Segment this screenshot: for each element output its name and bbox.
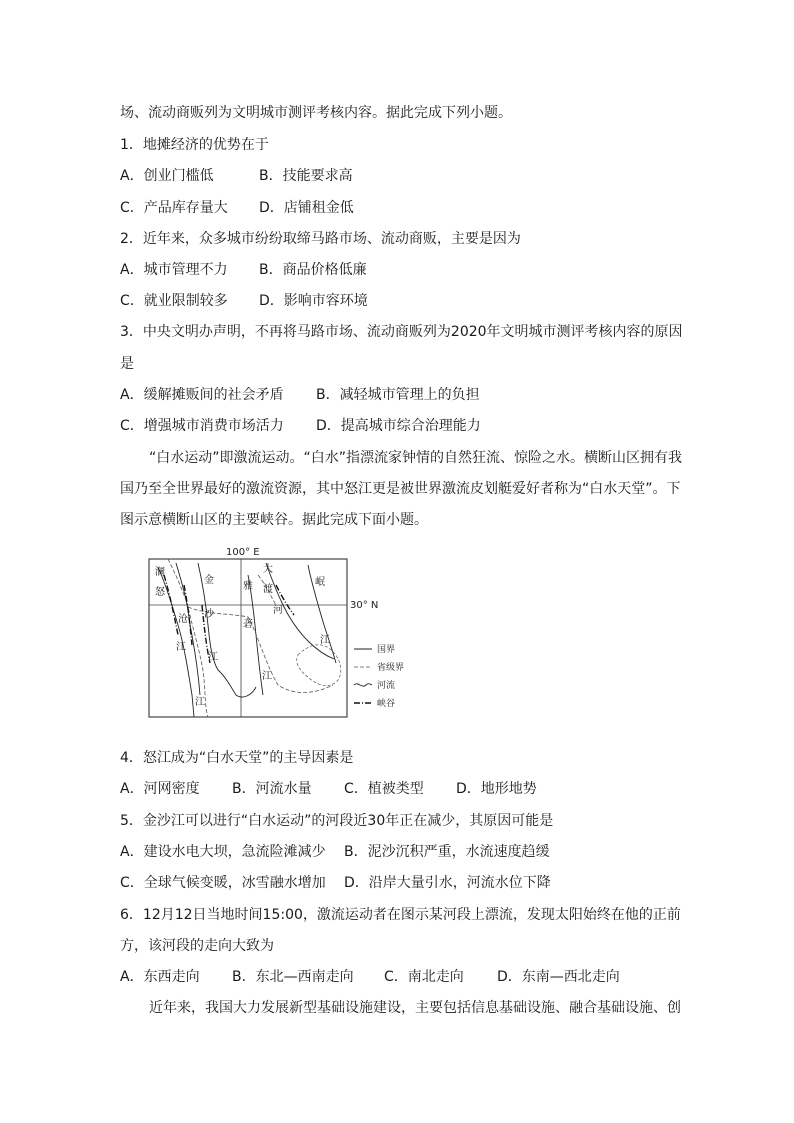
legend-gorge-label: 峡谷 bbox=[377, 699, 396, 709]
q2-option-c: C．就业限制较多 bbox=[120, 293, 228, 309]
label-jiang-nu: 江 bbox=[195, 697, 205, 708]
q2-option-d: D．影响市容环境 bbox=[259, 293, 368, 309]
label-cang: 沧 bbox=[178, 614, 188, 625]
intro-text: 场、流动商贩列为文明城市测评考核内容。据此完成下列小题。 bbox=[120, 105, 512, 121]
question-3-stem: 3．中央文明办声明，不再将马路市场、流动商贩列为2020年文明城市测评考核内容的原因 bbox=[120, 324, 683, 340]
q4-option-a: A．河网密度 bbox=[120, 781, 200, 797]
label-jiang-yalong: 江 bbox=[262, 671, 272, 682]
q3-option-c: C．增强城市消费市场活力 bbox=[120, 418, 284, 434]
q3-option-d: D．提高城市综合治理能力 bbox=[316, 418, 481, 434]
q2-option-b: B．商品价格低廉 bbox=[259, 262, 367, 278]
q6-option-c: C．南北走向 bbox=[384, 969, 464, 985]
q6-option-b: B．东北—西南走向 bbox=[232, 969, 354, 985]
label-jiang-lancang: 江 bbox=[176, 642, 186, 653]
q1-option-a: A．创业门槛低 bbox=[120, 168, 214, 184]
q6-option-d: D．东南—西北走向 bbox=[497, 969, 620, 985]
label-jin: 金 bbox=[204, 575, 214, 586]
hengduan-gorges-map bbox=[148, 545, 418, 723]
question-3-stem-cont: 是 bbox=[120, 356, 134, 372]
passage-3-line-1: 近年来，我国大力发展新型基础设施建设，主要包括信息基础设施、融合基础设施、创 bbox=[149, 1000, 681, 1016]
legend-border-label: 国界 bbox=[377, 645, 396, 655]
latitude-label: 30° N bbox=[350, 600, 379, 611]
q1-option-d: D．店铺租金低 bbox=[259, 200, 354, 216]
q5-option-d: D．沿岸大量引水，河流水位下降 bbox=[344, 875, 551, 891]
label-du: 渡 bbox=[263, 584, 273, 595]
label-nu: 怒 bbox=[155, 587, 165, 598]
question-4-stem: 4．怒江成为“白水天堂”的主导因素是 bbox=[120, 750, 354, 766]
q3-option-b: B．减轻城市管理上的负担 bbox=[316, 387, 480, 403]
label-he: 河 bbox=[273, 605, 283, 616]
map-svg bbox=[148, 545, 418, 723]
q4-option-d: D．地形地势 bbox=[456, 781, 537, 797]
longitude-label: 100° E bbox=[226, 547, 260, 558]
label-lan: 澜 bbox=[155, 567, 165, 578]
q1-option-c: C．产品库存量大 bbox=[120, 200, 228, 216]
q2-option-a: A．城市管理不力 bbox=[120, 262, 228, 278]
question-6-stem: 6．12月12日当地时间15:00，激流运动者在图示某河段上漂流，发现太阳始终在他的正前 bbox=[120, 907, 681, 923]
label-jiang-jinsha: 江 bbox=[208, 652, 218, 663]
q4-option-c: C．植被类型 bbox=[344, 781, 424, 797]
q5-option-a: A．建设水电大坝，急流险滩减少 bbox=[120, 844, 326, 860]
label-ya: 雅 bbox=[243, 581, 253, 592]
question-2-stem: 2．近年来，众多城市纷纷取缔马路市场、流动商贩，主要是因为 bbox=[120, 231, 521, 247]
passage-2-line-1: “白水运动”即激流运动。“白水”指漂流家钟情的自然狂流、惊险之水。横断山区拥有我 bbox=[149, 450, 683, 466]
q5-option-c: C．全球气候变暖，冰雪融水增加 bbox=[120, 875, 326, 891]
label-long: 砻 bbox=[243, 619, 253, 630]
legend-provincial-label: 省级界 bbox=[377, 663, 405, 673]
q4-option-b: B．河流水量 bbox=[232, 781, 312, 797]
passage-2-line-2: 国乃至全世界最好的激流资源，其中怒江更是被世界激流皮划艇爱好者称为“白水天堂”。下 bbox=[120, 481, 681, 497]
label-sha: 沙 bbox=[204, 609, 214, 620]
label-jiang-min: 江 bbox=[320, 635, 330, 646]
question-5-stem: 5．金沙江可以进行“白水运动”的河段近30年正在减少，其原因可能是 bbox=[120, 813, 554, 829]
passage-2-line-3: 图示意横断山区的主要峡谷。据此完成下面小题。 bbox=[120, 512, 428, 528]
q6-option-a: A．东西走向 bbox=[120, 969, 200, 985]
label-da: 大 bbox=[263, 564, 273, 575]
q1-option-b: B．技能要求高 bbox=[259, 168, 353, 184]
legend-river-symbol bbox=[354, 684, 372, 686]
yalong-river bbox=[248, 575, 263, 695]
q3-option-a: A．缓解摊贩间的社会矛盾 bbox=[120, 387, 284, 403]
question-1-stem: 1．地摊经济的优势在于 bbox=[120, 137, 269, 153]
question-6-stem-cont: 方，该河段的走向大致为 bbox=[120, 938, 274, 954]
legend-river-label: 河流 bbox=[377, 681, 396, 691]
label-min: 岷 bbox=[315, 577, 325, 588]
q5-option-b: B．泥沙沉积严重，水流速度趋缓 bbox=[344, 844, 550, 860]
